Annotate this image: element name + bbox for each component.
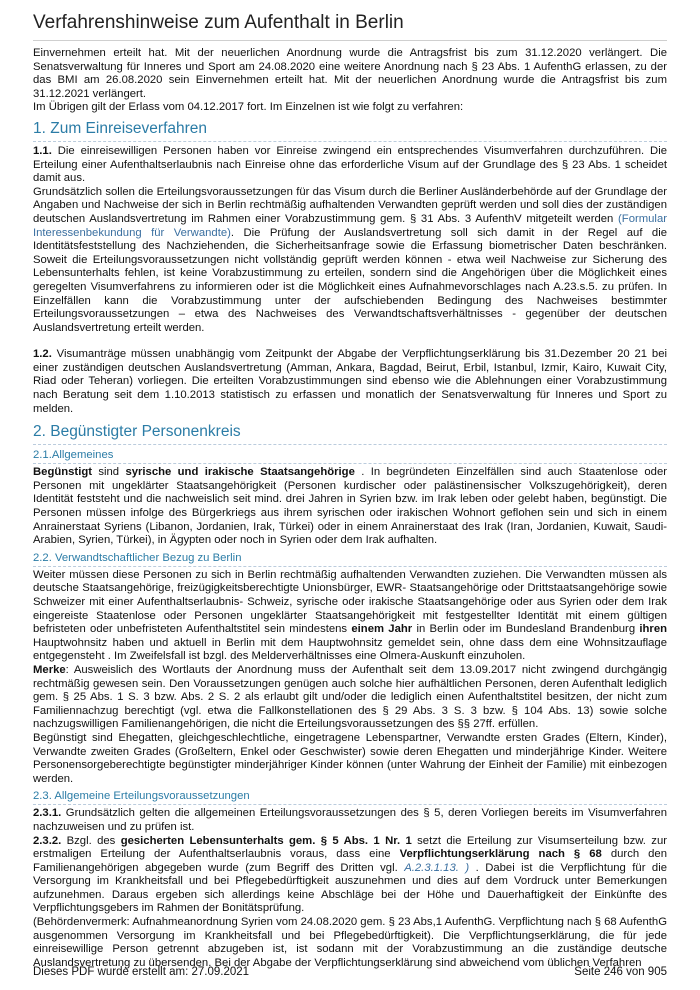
paragraph-number: 1.2. [33, 348, 52, 361]
paragraph-2-2: Weiter müssen diese Personen zu sich in Berlin rechtmäßig aufhaltenden Verwandten zuziehen. Die Verwandten müssen als deutsche Staatsangehörige, freizügigkeitsberechtigte Unionsbürger, EWR- Staatsangehörige oder Drittstaatsangehörige sowie Schweizer mit einer Aufenthaltserlaubnis- Schweiz, syrische oder irakische Staatsangehörige oder aus Syrien oder dem Irak eingereiste Staatenlose oder Personen ungeklärter Staatsangehörigkeit mit festgestellter Identität mit einem gültigen befristeten oder unbefristeten Aufenthaltstitel sein mindestens einem Jahr in Berlin oder im Bundesland Brandenburg ihren Hauptwohnsitz haben und aktuell in Berlin mit dem Hauptwohnsitz gemeldet sein, ohne dass dem eine Wohnsitzauflage entgegensteht . Im Zweifelsfall ist bzgl. des Melderverhältnisses eine Olmera-Auskunft einzuholen. [33, 568, 668, 663]
subsection-heading-allgemeines: 2.1.Allgemeines [33, 449, 667, 464]
paragraph-number: 2.3.1. [33, 807, 62, 820]
subsection-heading-verwandtschaft: 2.2. Verwandtschaftlicher Bezug zu Berlin [33, 552, 667, 567]
paragraph-2-1: Begünstigt sind syrische und irakische Staatsangehörige . In begründeten Einzelfällen sind auch Staatenlose oder Personen mit ungeklärter Staatsangehörigkeit (Personen kurdischer oder palästinensischer Volkszugehörigkeit), deren Identität feststeht und die nachweislich seit mind. drei Jahren in Syrien bzw. im Irak leben oder gelebt haben, begünstigt. Die Personen müssen infolge des Bürgerkriegs aus ihrem syrischen oder irakischen Wohnort geflohen sein und sich in einem Anrainerstaat Syriens (Libanon, Jordanien, Irak, Türkei) oder in einem Anrainerstaat des Irak (Iran, Jordanien, Kuwait, Saudi-Arabien, Syrien, Türkei), in Ägypten oder noch in Syrien oder dem Irak aufhalten. [33, 466, 667, 547]
paragraph-number: 2.3.2. [33, 834, 62, 847]
form-link-interessenbekundung[interactable]: (Formular Interessenbekundung für Verwandte) [33, 212, 667, 239]
paragraph-2-2-merke: Merke: Ausweislich des Wortlauts der Anordnung muss der Aufenthalt seit dem 13.09.2017 nicht zwingend durchgängig rechtmäßig gewesen sein. Den Voraussetzungen genügen auch solche hier aufhältlichen Personen, deren Aufenthalt lediglich gem. § 25 Abs. 1 S. 3 bzw. Abs. 2 S. 2 als erlaubt gilt und/oder die lediglich einen Aufenthaltstitel besitzen, der nicht zum Familiennachzug berechtigt (vgl. etwa die Fallkonstellationen des § 29 Abs. 3 S. 3 bzw. § 104 Abs. 13) sowie solche nachzugswilligen Familienangehörigen, die nicht die Erteilungsvoraussetzungen des §§ 27ff. erfüllen. [33, 663, 667, 731]
paragraph-1-1-detail: Grundsätzlich sollen die Erteilungsvoraussetzungen für das Visum durch die Berliner Ausländerbehörde auf der Grundlage der Angaben und Nachweise der sich in Berlin rechtmäßig aufhaltenden Verwandten geprüft werden und soll dies der zuständigen deutschen Auslandsvertretung im Rahmen einer Vorabzustimmung gem. § 31 Abs. 3 AufenthV mitgeteilt werden (Formular Interessenbekundung für Verwandte). Die Prüfung der Auslandsvertretung soll sich damit in der Regel auf die Identitätsfeststellung des Nachziehenden, die Sicherheitsanfrage sowie die Erfassung biometrischer Daten beschränken. Soweit die Erteilungsvoraussetzungen nicht vollständig geprüft werden können - etwa weil Nachweise zur Sicherung des Lebensunterhalts fehlen, ist keine Vorabzustimmung zu erteilen, sondern sind die Angehörigen über die Möglichkeit eines geregelten Visumverfahrens zu informieren oder ist die Möglichkeit eines Aufnahmevorschlages nach A.23.s.5. zu prüfen. In Einzelfällen kann die Vorabzustimmung unter der aufschiebenden Bedingung des Nachweises bestimmter Erteilungsvoraussetzungen – etwa des Nachweises des Verwandtschaftsverhältnisses - gegenüber der deutschen Auslandsvertretung erteilt werden. [33, 185, 667, 334]
intro-paragraph: Einvernehmen erteilt hat. Mit der neuerlichen Anordnung wurde die Antragsfrist bis zum 31.12.2020 verlängert. Die Senatsverwaltung für Inneres und Sport am 24.08.2020 eine weitere Anordnung nach § 23 Abs. 1 AufenthG erlassen, zu der das BMI am 26.08.2020 sein Einvernehmen erteilt hat. Mit der neuerlichen Anordnung wurde die Antragsfrist bis zum 31.12.2021 verlängert. [33, 47, 667, 100]
paragraph-2-3-1: 2.3.1. Grundsätzlich gelten die allgemeinen Erteilungsvoraussetzungen des § 5, deren Vorliegen bereits im Visumverfahren nachzuweisen und zu prüfen ist. [33, 807, 667, 833]
paragraph-2-3-2: 2.3.2. Bzgl. des gesicherten Lebensunterhalts gem. § 5 Abs. 1 Nr. 1 setzt die Erteilung zur Visumserteilung bzw. zur erstmaligen Erteilung der Aufenthaltserlaubnis voraus, dass eine Verpflichtungserklärung nach § 68 durch den Familienangehörigen abgegeben wurde (zum Begriff des Dritten vgl. A.2.3.1.13. ) . Dabei ist die Verpflichtung für die Versorgung im Krankheitsfall und bei Pflegebedürftigkeit auszunehmen und dies auf dem Vordruck unter Bemerkungen aufzunehmen. Daraus ergeben sich allerdings keine Abschläge bei der Höhe und Dauerhaftigkeit der Einkünfte des Verpflichtungsgebers im Rahmen der Bonitätsprüfung. [33, 834, 668, 915]
page-number: Seite 246 von 905 [574, 966, 667, 978]
paragraph-2-2-beguenstigt: Begünstigt sind Ehegatten, gleichgeschlechtliche, eingetragene Lebenspartner, Verwandte ersten Grades (Eltern, Kinder), Verwandte zweiten Grades (Großeltern, Enkel oder Geschwister) sowie deren Ehegatten und minderjährige Kinder. Weitere Personensorgeberechtigte begünstigter minderjähriger Kinder können (unter Wahrung der Einheit der Familie) mit einbezogen werden. [33, 731, 667, 785]
paragraph-behoerdenvermerk: (Behördenvermerk: Aufnahmeanordnung Syrien vom 24.08.2020 gem. § 23 Abs,1 AufenthG. Verpflichtung nach § 68 AufenthG ausgenommen Versorgung im Krankheitsfall und bei Pflegebedürftigkeit). Die Verpflichtungserklärung, die für jede einreisewillige Person getrennt abzugeben ist, ist sodann mit der Vorabzustimmung an die zuständige deutsche Auslandsvertretung zu übersenden. Bei der Abgabe der Verpflichtungserklärung sind abweichend vom üblichen Verfahren [33, 916, 667, 969]
section-heading-personenkreis: 2. Begünstigter Personenkreis [33, 423, 667, 445]
document-page [33, 0, 667, 970]
section-heading-einreiseverfahren: 1. Zum Einreiseverfahren [33, 120, 667, 142]
paragraph-number: 1.1. [33, 144, 52, 157]
paragraph-1-2: 1.2. Visumanträge müssen unabhängig vom Zeitpunkt der Abgabe der Verpflichtungserklärung bis 31.Dezember 20 21 bei einer zuständigen deutschen Auslandsvertretung (Amman, Ankara, Bagdad, Beirut, Erbil, Istanbul, Izmir, Kairo, Kuwait City, Riad oder Teheran) vorliegen. Die erteilten Vorabzustimmungen sind ebenso wie die Ablehnungen einer Vorabzustimmung nach Beratung seit dem 1.10.2013 statistisch zu erfassen und monatlich der Senatsverwaltung für Inneres und Sport zu melden. [33, 348, 667, 415]
page-title: Verfahrenshinweise zum Aufenthalt in Berlin [33, 12, 667, 41]
intro-paragraph-2: Im Übrigen gilt der Erlass vom 04.12.2017 fort. Im Einzelnen ist wie folgt zu verfahren: [33, 101, 464, 114]
pdf-created-date: Dieses PDF wurde erstellt am: 27.09.2021 [33, 966, 250, 978]
subsection-heading-erteilungsvoraussetzungen: 2.3. Allgemeine Erteilungsvoraussetzungen [33, 790, 667, 805]
paragraph-1-1: 1.1. Die einreisewilligen Personen haben vor Einreise zwingend ein entsprechendes Visumverfahren durchzuführen. Die Erteilung einer Aufenthaltserlaubnis nach Einreise ohne das erforderliche Visum auf der Grundlage des § 23 Abs. 1 scheidet damit aus. [33, 144, 667, 185]
page-footer [33, 966, 667, 978]
crossref-link[interactable]: A.2.3.1.13. ) [404, 861, 470, 874]
